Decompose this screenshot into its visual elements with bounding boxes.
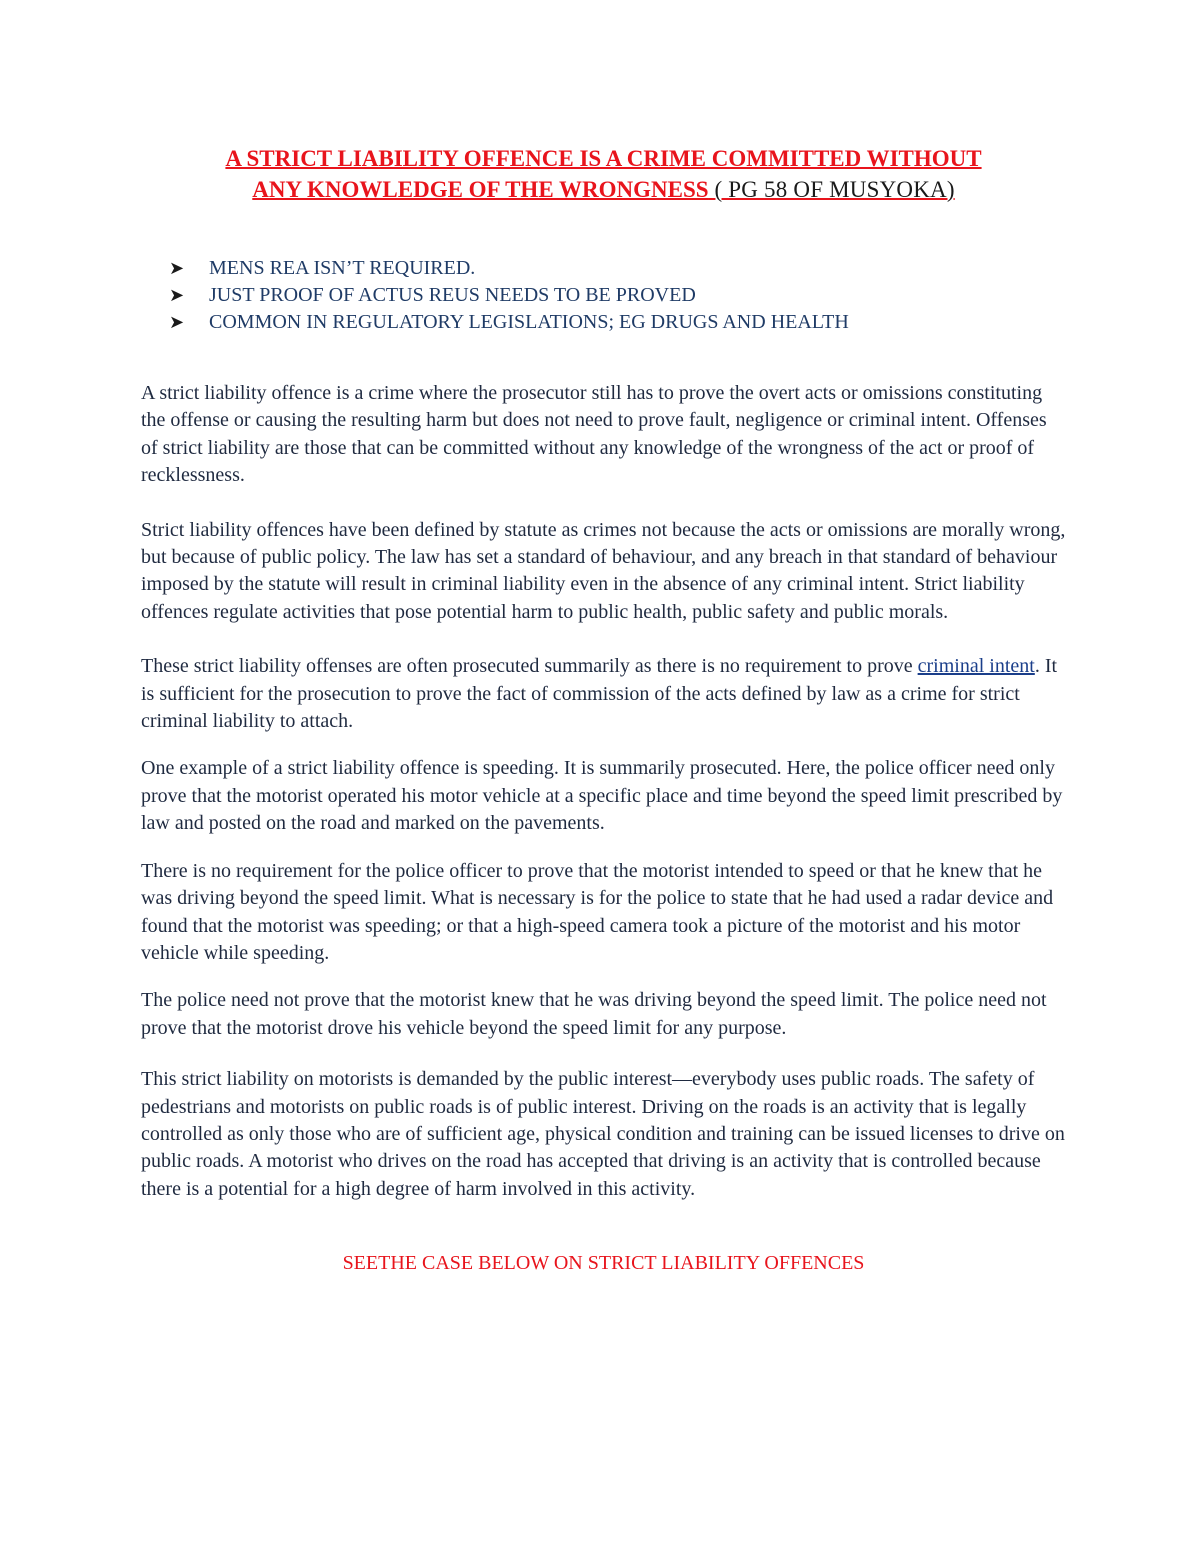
- list-item: [169, 309, 1066, 336]
- paragraph-speeding-example: One example of a strict liability offence is speeding. It is summarily prosecuted. Here, the police officer need only prove that the motorist operated his motor vehicle at a specific place and time beyond the speed limit prescribed by law and posted on the road and marked on the pavements.: [141, 757, 1063, 835]
- paragraph-prosecution: [141, 653, 1066, 735]
- document-title: [141, 143, 1066, 205]
- paragraph-text: . It is sufficient for the prosecution to prove the fact of commission of the acts defined by law as a crime for strict criminal liability to attach.: [141, 655, 1058, 733]
- arrow-bullet-icon: ➤: [169, 258, 185, 278]
- title-line-2: ANY KNOWLEDGE OF THE WRONGNESS: [252, 177, 709, 202]
- list-item-text: COMMON IN REGULATORY LEGISLATIONS; EG DRUGS AND HEALTH: [209, 311, 849, 333]
- title-reference: ( PG 58 OF MUSYOKA): [708, 177, 955, 202]
- document-page: [141, 143, 1066, 1277]
- paragraph-public-interest: This strict liability on motorists is demanded by the public interest—everybody uses public roads. The safety of pedestrians and motorists on public roads is of public interest. Driving on the roads is an activity that is legally controlled as only those who are of sufficient age, physical condition and training can be issued licenses to drive on public roads. A motorist who drives on the road has accepted that driving is an activity that is controlled because there is a potential for a high degree of harm involved in this activity.: [141, 1068, 1065, 1200]
- paragraph-no-intent: There is no requirement for the police officer to prove that the motorist intended to speed or that he knew that he was driving beyond the speed limit. What is necessary is for the police to state that he had used a radar device and found that the motorist was speeding; or that a high-speed camera took a picture of the motorist and his motor vehicle while speeding.: [141, 859, 1054, 964]
- list-item: [169, 282, 1066, 309]
- paragraph-definition: A strict liability offence is a crime where the prosecutor still has to prove the overt acts or omissions constituting the offense or causing the resulting harm but does not need to prove fault, negligence or criminal intent. Offenses of strict liability are those that can be committed without any knowledge of the wrongness of the act or proof of recklessness.: [141, 382, 1047, 487]
- list-item-text: JUST PROOF OF ACTUS REUS NEEDS TO BE PROVED: [209, 284, 696, 306]
- paragraph-police-need-not-prove: The police need not prove that the motorist knew that he was driving beyond the speed limit. The police need not prove that the motorist drove his vehicle beyond the speed limit for any purpose.: [141, 989, 1047, 1039]
- list-item: [169, 255, 1066, 282]
- title-line-1: A STRICT LIABILITY OFFENCE IS A CRIME COMMITTED WITHOUT: [225, 146, 982, 171]
- list-item-text: MENS REA ISN’T REQUIRED.: [209, 257, 476, 279]
- case-note: SEETHE CASE BELOW ON STRICT LIABILITY OFFENCES: [342, 1252, 865, 1275]
- paragraph-public-policy: Strict liability offences have been defined by statute as crimes not because the acts or omissions are morally wrong, but because of public policy. The law has set a standard of behaviour, and any breach in that standard of behaviour imposed by the statute will result in criminal liability even in the absence of any criminal intent. Strict liability offences regulate activities that pose potential harm to public health, public safety and public morals.: [141, 518, 1066, 623]
- key-points-list: [169, 255, 1066, 336]
- arrow-bullet-icon: ➤: [169, 312, 185, 332]
- arrow-bullet-icon: ➤: [169, 285, 185, 305]
- criminal-intent-link[interactable]: criminal intent: [917, 655, 1035, 678]
- paragraph-text: These strict liability offenses are often prosecuted summarily as there is no requirement to prove: [141, 655, 918, 678]
